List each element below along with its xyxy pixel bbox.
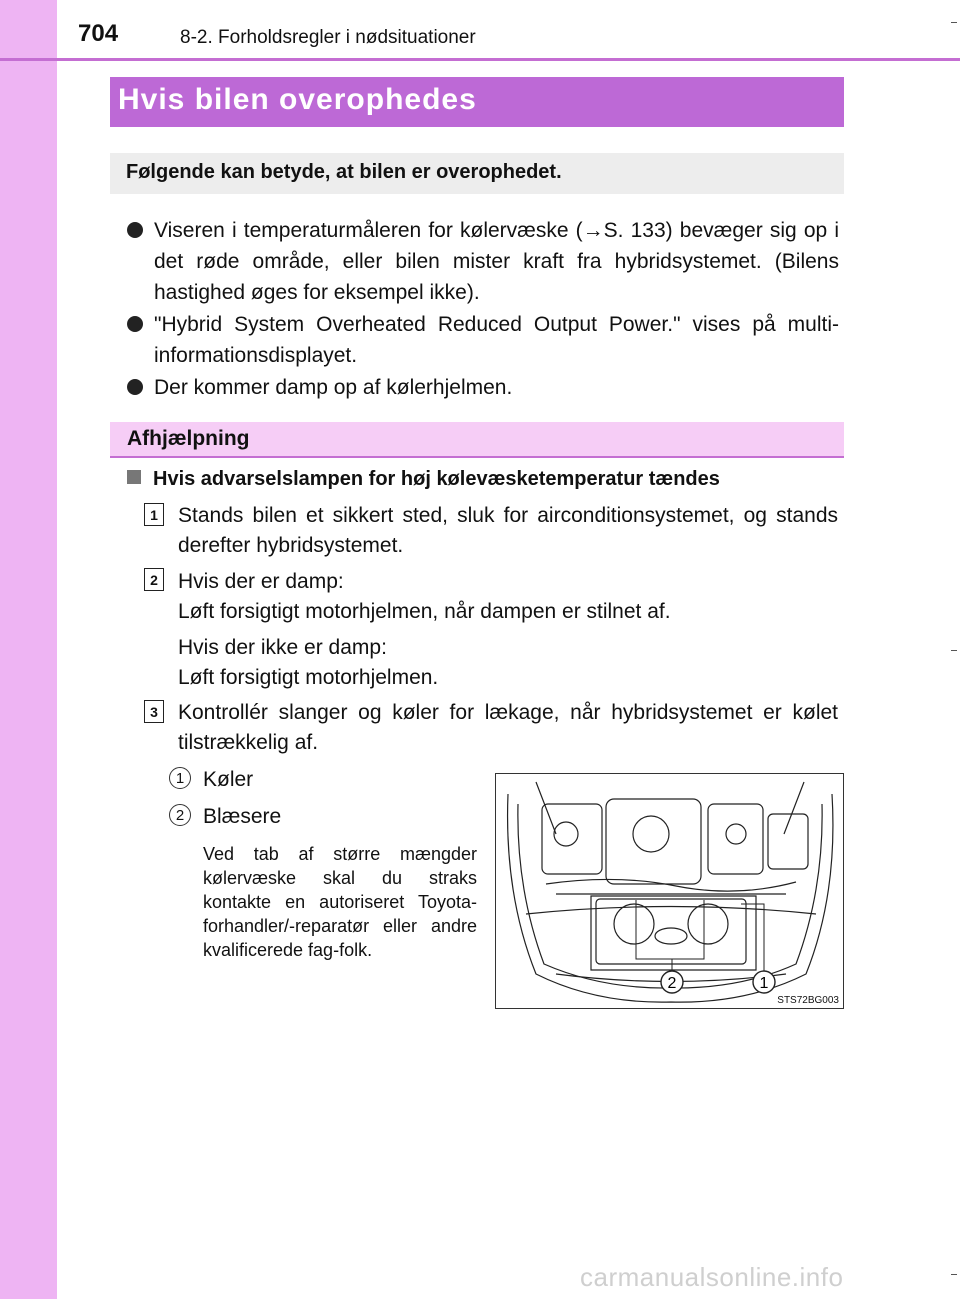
step-1 bbox=[178, 501, 838, 561]
note-text: Ved tab af større mængder kølervæske skal du straks kontakte en autoriseret Toyota-forhandler/-reparatør eller andre kvalificerede fag-folk. bbox=[203, 844, 477, 960]
callout-label-radiator: Køler bbox=[203, 768, 254, 791]
page-title-bar bbox=[110, 77, 844, 127]
step-3 bbox=[178, 698, 838, 758]
step-2 bbox=[178, 567, 838, 693]
step-text: Hvis der ikke er damp: bbox=[178, 636, 387, 659]
figure-code: STS72BG003 bbox=[777, 995, 839, 1006]
page-number: 704 bbox=[78, 20, 119, 47]
page-title: Hvis bilen overophedes bbox=[118, 83, 477, 116]
sub-heading-text: Hvis advarselslampen for høj kølevæsketemperatur tændes bbox=[153, 468, 720, 490]
figure-marker-1-label: 1 bbox=[759, 975, 769, 992]
engine-bay-figure bbox=[495, 773, 844, 1009]
bullet-icon bbox=[127, 316, 143, 332]
step-text: Stands bilen et sikkert sted, sluk for airconditionsystemet, og stands derefter hybridsystemet. bbox=[178, 504, 838, 557]
symptom-item bbox=[127, 215, 839, 308]
step-number-badge: 1 bbox=[144, 503, 164, 526]
sub-heading bbox=[127, 468, 720, 491]
step-text: Løft forsigtigt motorhjelmen, når dampen er stilnet af. bbox=[178, 600, 671, 623]
figure-marker-2-label: 2 bbox=[667, 975, 677, 992]
callout-number: 2 bbox=[169, 804, 191, 826]
side-margin-band bbox=[0, 0, 57, 1299]
symptom-item bbox=[127, 309, 839, 371]
callout-label-fans: Blæsere bbox=[203, 805, 282, 828]
symptom-text: Der kommer damp op af kølerhjelmen. bbox=[154, 376, 513, 399]
step-number-badge: 2 bbox=[144, 568, 164, 591]
symptoms-heading-box bbox=[110, 153, 844, 194]
crop-mark bbox=[951, 22, 957, 23]
engine-bay-illustration-icon bbox=[496, 774, 843, 1008]
remedy-heading-bar bbox=[110, 422, 844, 458]
symptom-item bbox=[127, 372, 839, 403]
step-number-badge: 3 bbox=[144, 700, 164, 723]
symptom-text: "Hybrid System Overheated Reduced Output Power." vises på multi-informationsdisplayet. bbox=[154, 313, 839, 367]
section-title: 8-2. Forholdsregler i nødsituationer bbox=[180, 27, 476, 48]
header-rule bbox=[0, 58, 960, 61]
step-text: Løft forsigtigt motorhjelmen. bbox=[178, 666, 439, 689]
symptoms-heading: Følgende kan betyde, at bilen er overophedet. bbox=[126, 161, 562, 183]
square-bullet-icon bbox=[127, 470, 141, 484]
crop-mark bbox=[951, 650, 957, 651]
crop-mark bbox=[951, 1274, 957, 1275]
bullet-icon bbox=[127, 222, 143, 238]
step-text: Hvis der er damp: bbox=[178, 570, 344, 593]
step-text: Kontrollér slanger og køler for lækage, når hybridsystemet er kølet tilstrækkelig af. bbox=[178, 701, 838, 754]
callout-number: 1 bbox=[169, 767, 191, 789]
remedy-heading: Afhjælpning bbox=[127, 427, 250, 450]
symptom-text: Viseren i temperaturmåleren for kølervæske (→S. 133) bevæger sig op i det røde område, eller bilen mister kraft fra hybridsystemet. (Bilens hastighed øges for eksempel ikke). bbox=[154, 219, 839, 304]
bullet-icon bbox=[127, 379, 143, 395]
footer-watermark: carmanualsonline.info bbox=[580, 1262, 844, 1292]
